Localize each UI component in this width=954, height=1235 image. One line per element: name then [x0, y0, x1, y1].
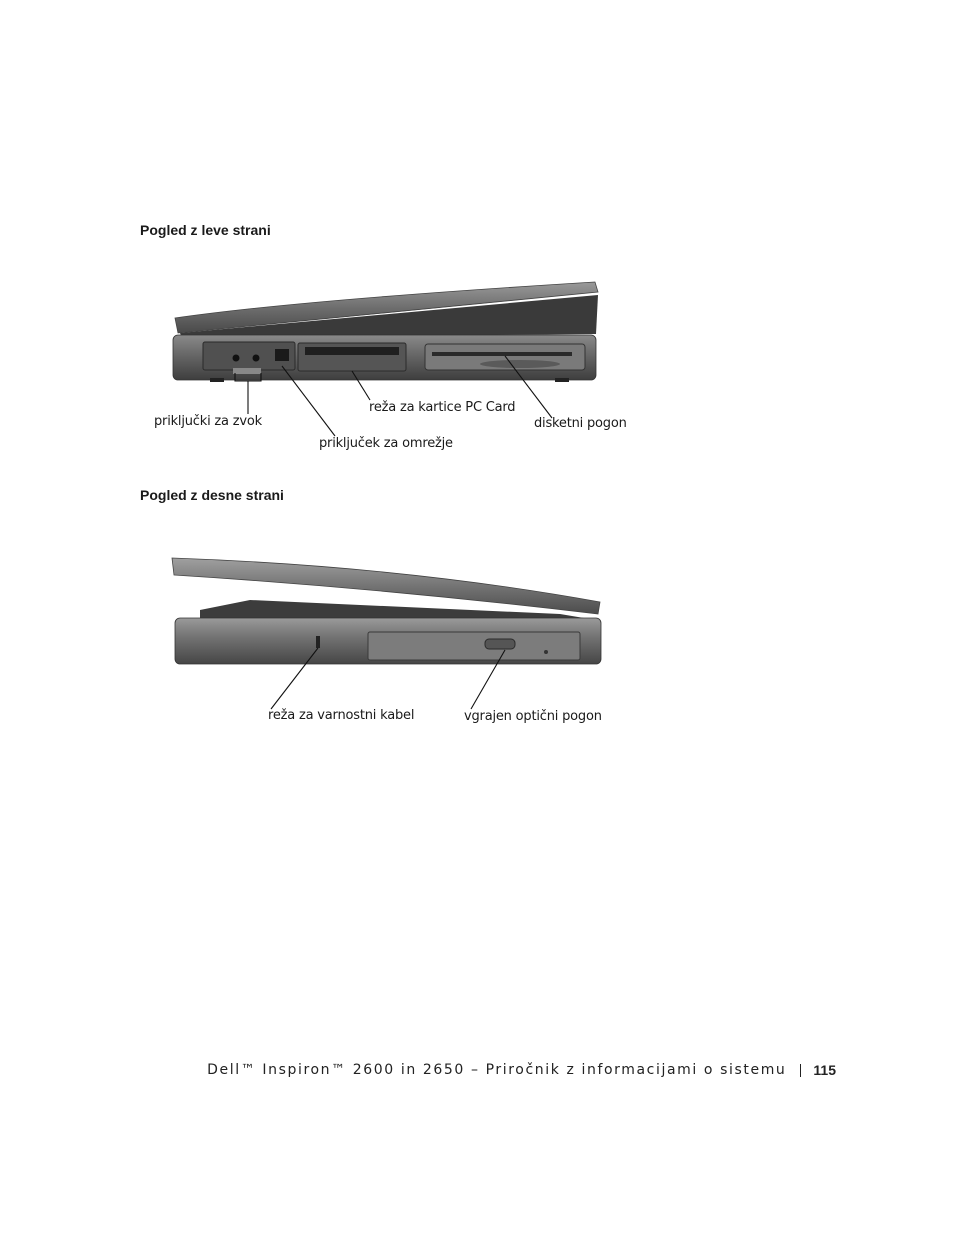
audio-connectors-label: priključki za zvok [154, 414, 262, 429]
floppy-drive-label: disketni pogon [534, 416, 627, 431]
footer-title: Dell™ Inspiron™ 2600 in 2650 – Priročnik z informacijami o sistemu [207, 1062, 787, 1078]
laptop-left-side-photo [0, 270, 954, 460]
left-view-heading: Pogled z leve strani [140, 222, 271, 238]
pc-card-slot-label: reža za kartice PC Card [369, 400, 516, 415]
optical-drive-label: vgrajen optični pogon [464, 709, 602, 724]
security-cable-slot-label: reža za varnostni kabel [268, 708, 415, 723]
page-footer [207, 1062, 836, 1078]
laptop-right-side-photo [0, 550, 954, 730]
network-connector-label: priključek za omrežje [319, 436, 453, 451]
footer-separator [800, 1064, 801, 1077]
page-number: 115 [813, 1062, 836, 1078]
right-view-heading: Pogled z desne strani [140, 487, 284, 503]
